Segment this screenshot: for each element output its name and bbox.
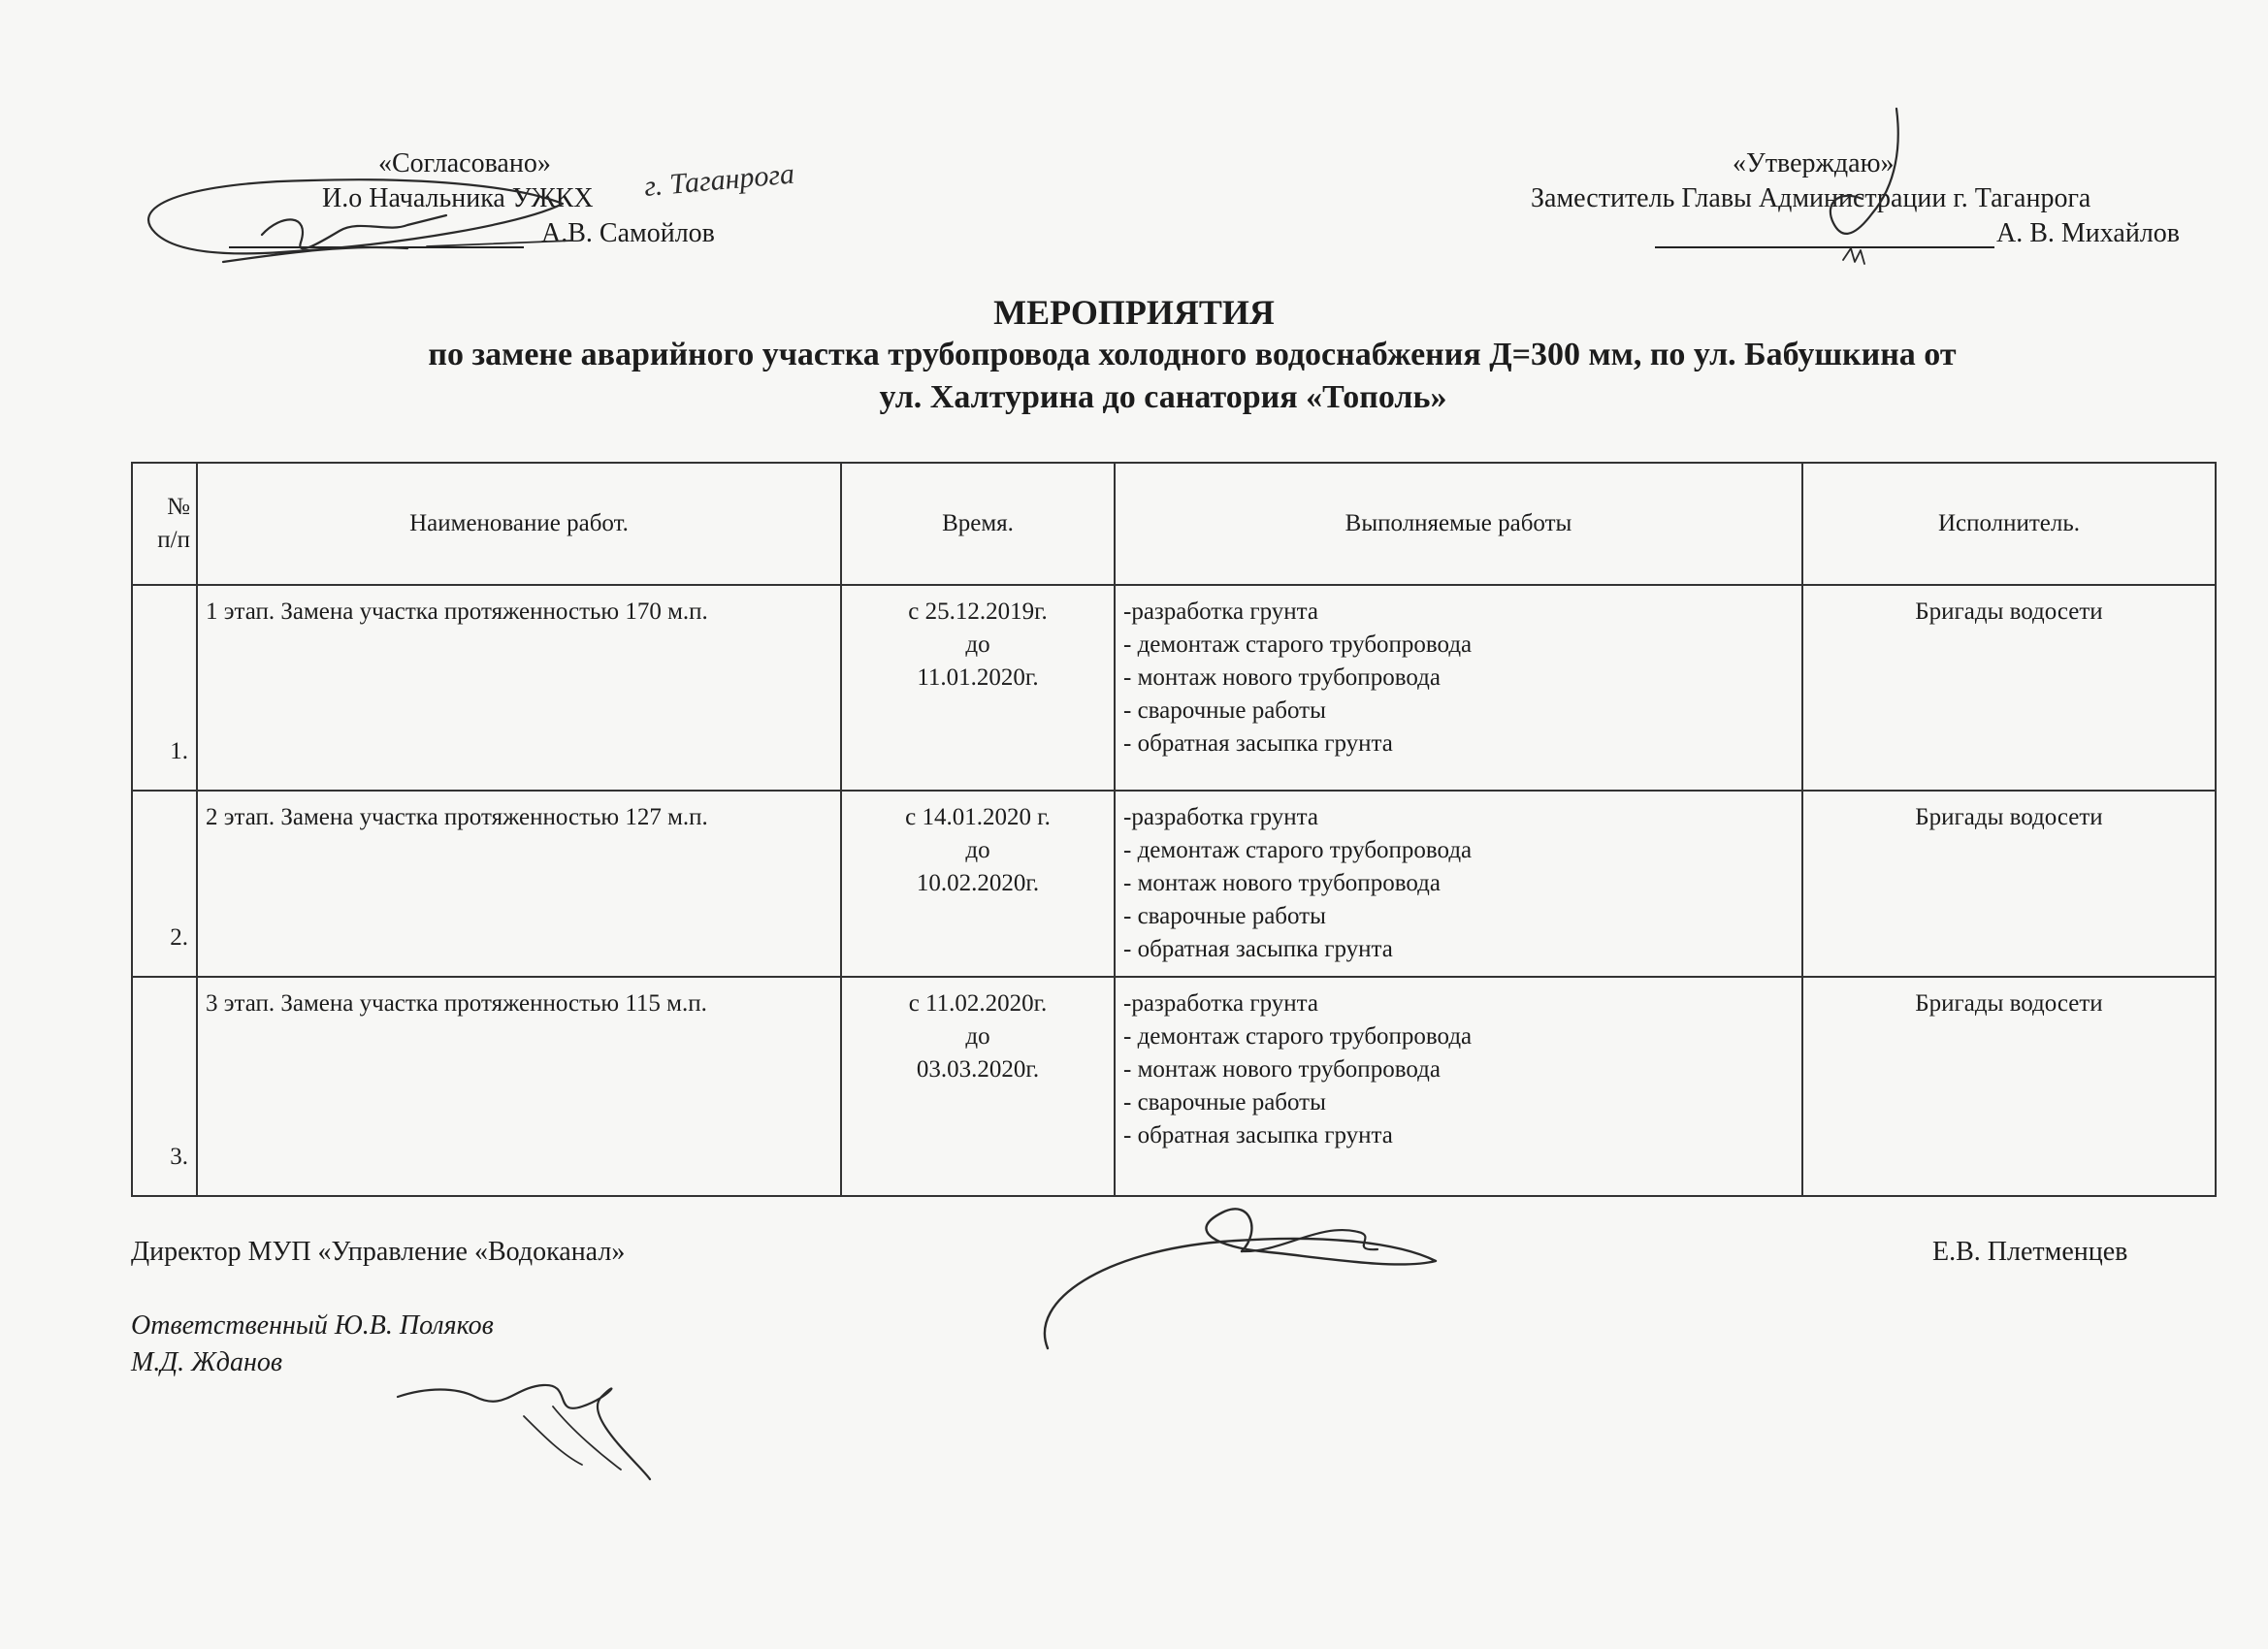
row-time: с 25.12.2019г. до 11.01.2020г. [841, 585, 1115, 791]
director-name: Е.В. Плетменцев [1932, 1237, 2128, 1267]
signature-responsible [388, 1358, 679, 1494]
table-row [132, 977, 2216, 1196]
signature-note: г. Таганрога [642, 157, 796, 203]
header-time: Время. [841, 463, 1115, 585]
row-works: -разработка грунта - демонтаж старого трубопровода - монтаж нового трубопровода - сварочные работы - обратная засыпка грунта [1115, 791, 1802, 977]
header-works: Выполняемые работы [1115, 463, 1802, 585]
signature-director [1028, 1193, 1474, 1387]
row-works: -разработка грунта - демонтаж старого трубопровода - монтаж нового трубопровода - сварочные работы - обратная засыпка грунта [1115, 977, 1802, 1196]
row-name: 3 этап. Замена участка протяженностью 115 м.п. [197, 977, 841, 1196]
title-line-1: МЕРОПРИЯТИЯ [993, 293, 1275, 332]
header-executor: Исполнитель. [1802, 463, 2216, 585]
approval-right-label: «Утверждаю» [1733, 148, 1895, 178]
row-time: с 14.01.2020 г. до 10.02.2020г. [841, 791, 1115, 977]
row-time: с 11.02.2020г. до 03.03.2020г. [841, 977, 1115, 1196]
row-num: 1. [132, 585, 197, 791]
row-name: 1 этап. Замена участка протяженностью 170 м.п. [197, 585, 841, 791]
approval-left-label: «Согласовано» [378, 148, 551, 178]
row-name: 2 этап. Замена участка протяженностью 127 м.п. [197, 791, 841, 977]
approval-left-position: И.о Начальника УЖКХ [322, 183, 594, 213]
approval-right-name: А. В. Михайлов [1996, 218, 2181, 248]
responsible-second: М.Д. Жданов [131, 1347, 282, 1377]
row-works: -разработка грунта - демонтаж старого трубопровода - монтаж нового трубопровода - сварочные работы - обратная засыпка грунта [1115, 585, 1802, 791]
director-label: Директор МУП «Управление «Водоканал» [131, 1237, 626, 1267]
signature-right [1804, 107, 1960, 281]
title-line-2: по замене аварийного участка трубопровода холодного водоснабжения Д=300 мм, по ул. Бабушкина от [428, 337, 1957, 372]
row-num: 3. [132, 977, 197, 1196]
header-name: Наименование работ. [197, 463, 841, 585]
works-table [131, 462, 2217, 1197]
title-line-3: ул. Халтурина до санатория «Тополь» [879, 379, 1447, 415]
row-num: 2. [132, 791, 197, 977]
approval-right-position: Заместитель Главы Администрации г. Таганрога [1531, 183, 2091, 213]
header-num: № п/п [132, 463, 197, 585]
row-executor: Бригады водосети [1802, 977, 2216, 1196]
row-executor: Бригады водосети [1802, 585, 2216, 791]
approval-left-name: А.В. Самойлов [541, 218, 715, 248]
row-executor: Бригады водосети [1802, 791, 2216, 977]
table-header-row [132, 463, 2216, 585]
table-row [132, 585, 2216, 791]
signature-left [116, 155, 912, 281]
document-title [0, 291, 2268, 419]
table-row [132, 791, 2216, 977]
responsible-label: Ответственный Ю.В. Поляков [131, 1310, 494, 1341]
